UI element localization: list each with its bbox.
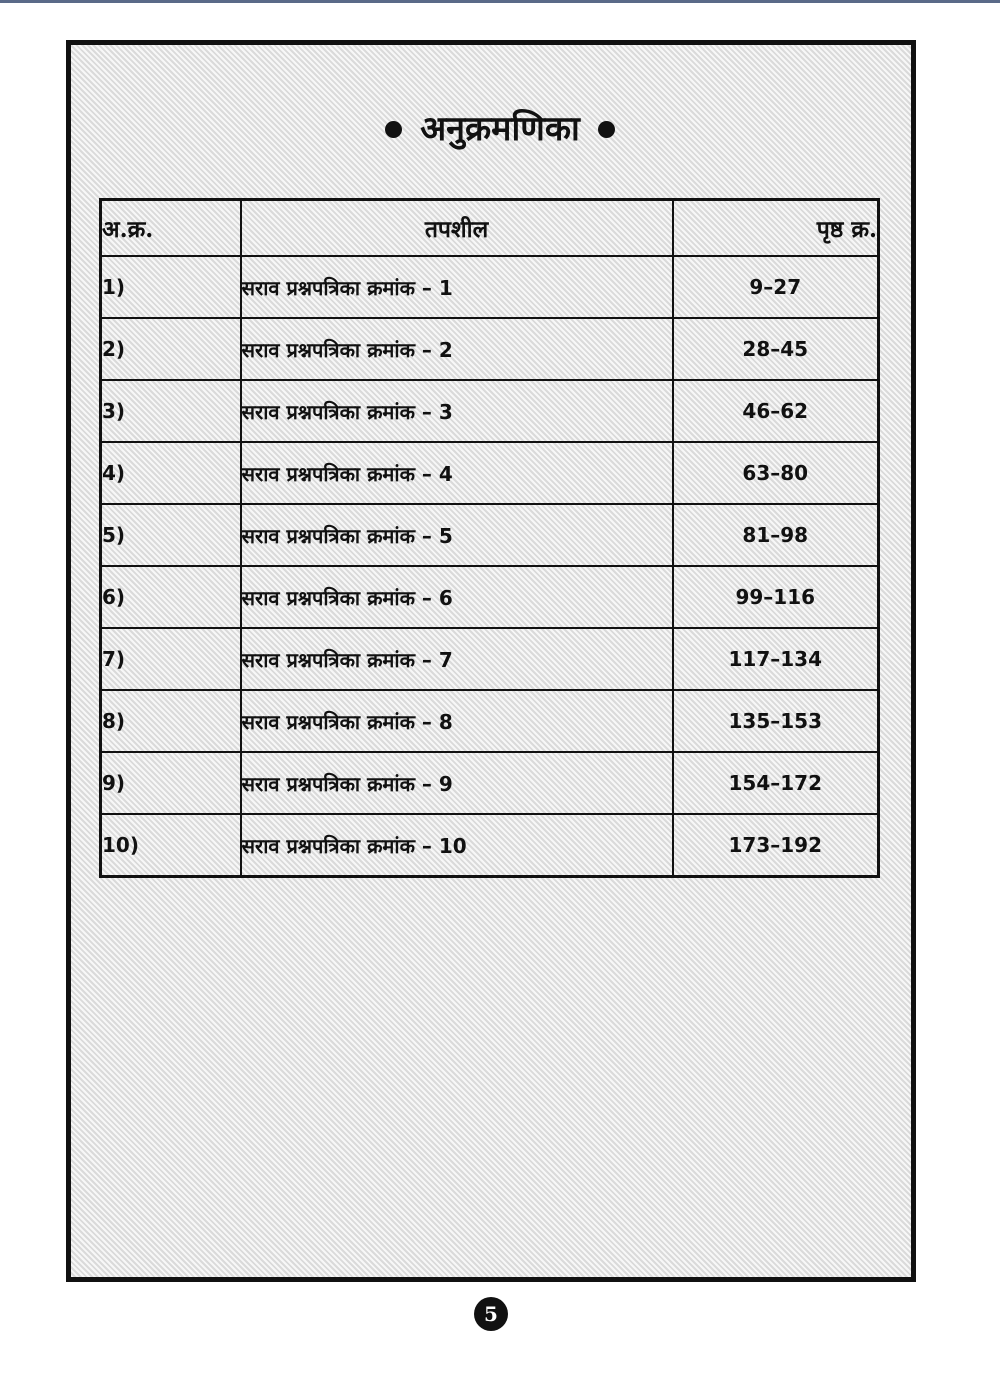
row-description: सराव प्रश्नपत्रिका क्रमांक – 1 [241,256,673,318]
row-serial: 5) [101,504,241,566]
table-row [101,628,879,690]
table-row [101,504,879,566]
table-row [101,814,879,877]
table-row [101,690,879,752]
row-serial: 1) [101,256,241,318]
row-serial: 9) [101,752,241,814]
page-title-text: अनुक्रमणिका [420,109,580,149]
top-edge-line [0,0,1000,3]
row-serial: 4) [101,442,241,504]
row-description: सराव प्रश्नपत्रिका क्रमांक – 6 [241,566,673,628]
row-serial: 2) [101,318,241,380]
row-pages: 9–27 [673,256,879,318]
row-description: सराव प्रश्नपत्रिका क्रमांक – 4 [241,442,673,504]
row-pages: 46–62 [673,380,879,442]
row-pages: 28–45 [673,318,879,380]
row-serial: 6) [101,566,241,628]
row-description: सराव प्रश्नपत्रिका क्रमांक – 3 [241,380,673,442]
row-description: सराव प्रश्नपत्रिका क्रमांक – 9 [241,752,673,814]
row-description: सराव प्रश्नपत्रिका क्रमांक – 10 [241,814,673,877]
table-header-row [101,200,879,257]
row-serial: 3) [101,380,241,442]
row-serial: 10) [101,814,241,877]
row-pages: 135–153 [673,690,879,752]
table-row [101,566,879,628]
row-pages: 99–116 [673,566,879,628]
header-page: पृष्ठ क्र. [673,200,879,257]
table-row [101,318,879,380]
row-pages: 173–192 [673,814,879,877]
table-row [101,442,879,504]
table-row [101,752,879,814]
page-number-badge: 5 [474,1297,508,1331]
header-description: तपशील [241,200,673,257]
row-description: सराव प्रश्नपत्रिका क्रमांक – 8 [241,690,673,752]
bullet-icon [598,121,615,138]
row-description: सराव प्रश्नपत्रिका क्रमांक – 7 [241,628,673,690]
page-title [0,102,1000,154]
row-pages: 154–172 [673,752,879,814]
bullet-icon [385,121,402,138]
contents-table [99,198,880,878]
row-description: सराव प्रश्नपत्रिका क्रमांक – 2 [241,318,673,380]
row-description: सराव प्रश्नपत्रिका क्रमांक – 5 [241,504,673,566]
row-serial: 8) [101,690,241,752]
table-row [101,256,879,318]
row-pages: 81–98 [673,504,879,566]
table-row [101,380,879,442]
row-pages: 117–134 [673,628,879,690]
header-serial: अ.क्र. [101,200,241,257]
row-pages: 63–80 [673,442,879,504]
row-serial: 7) [101,628,241,690]
